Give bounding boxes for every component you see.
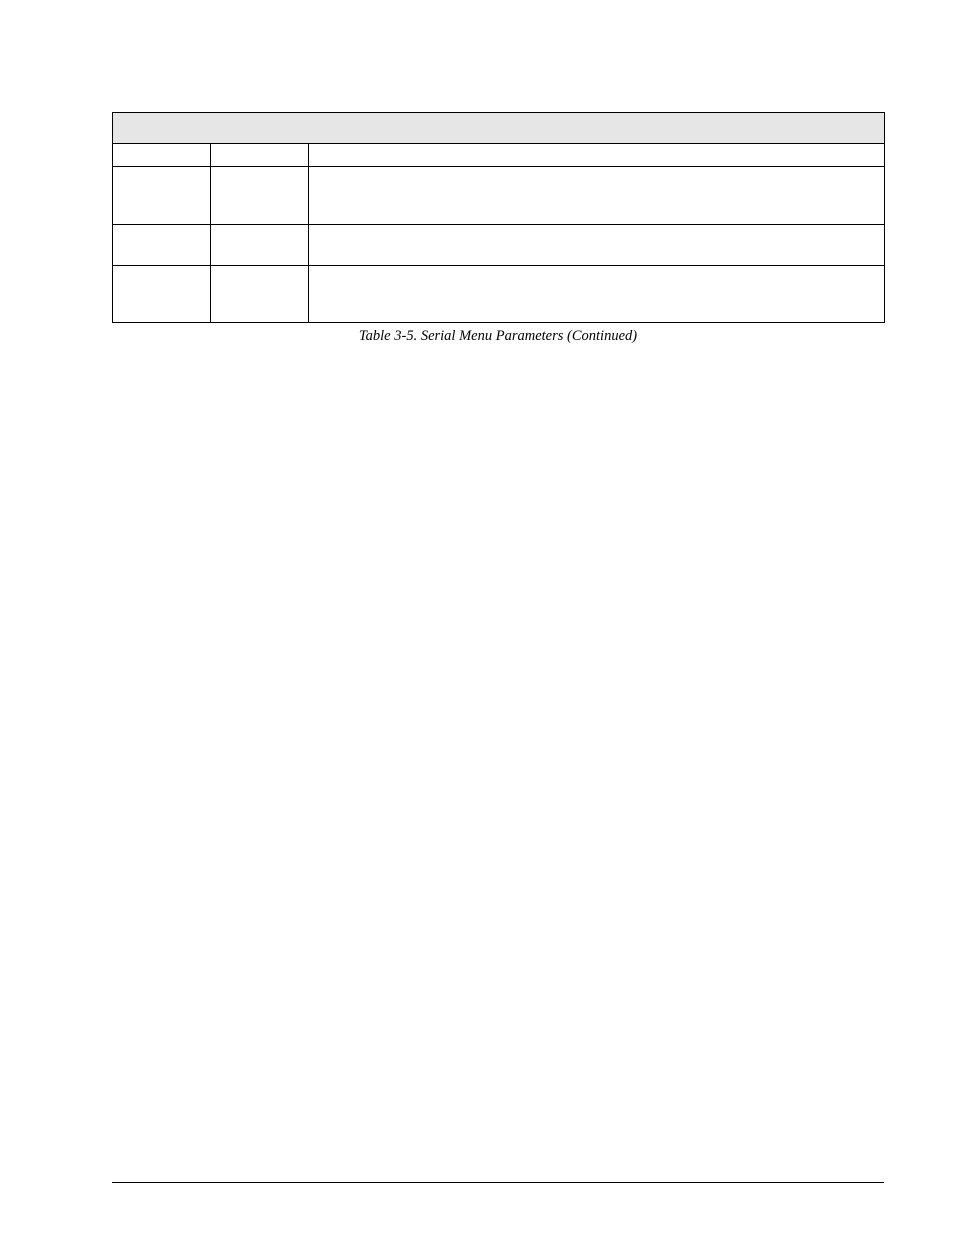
table-cell (309, 266, 885, 323)
table-title-cell (113, 113, 885, 144)
table-cell (113, 266, 211, 323)
header-cell-choices (211, 144, 309, 167)
header-cell-description (309, 144, 885, 167)
table-cell (211, 225, 309, 266)
table-cell (113, 225, 211, 266)
table-row (113, 167, 885, 225)
table-cell (211, 266, 309, 323)
table-cell (211, 167, 309, 225)
table-row (113, 225, 885, 266)
table-title-row (113, 113, 885, 144)
table-header-row (113, 144, 885, 167)
table-row (113, 266, 885, 323)
table-cell (309, 167, 885, 225)
table-cell (309, 225, 885, 266)
footer-divider (112, 1182, 884, 1183)
table-cell (113, 167, 211, 225)
table-caption: Table 3-5. Serial Menu Parameters (Continued) (358, 328, 638, 344)
serial-menu-parameters-table (112, 112, 885, 323)
header-cell-parameter (113, 144, 211, 167)
